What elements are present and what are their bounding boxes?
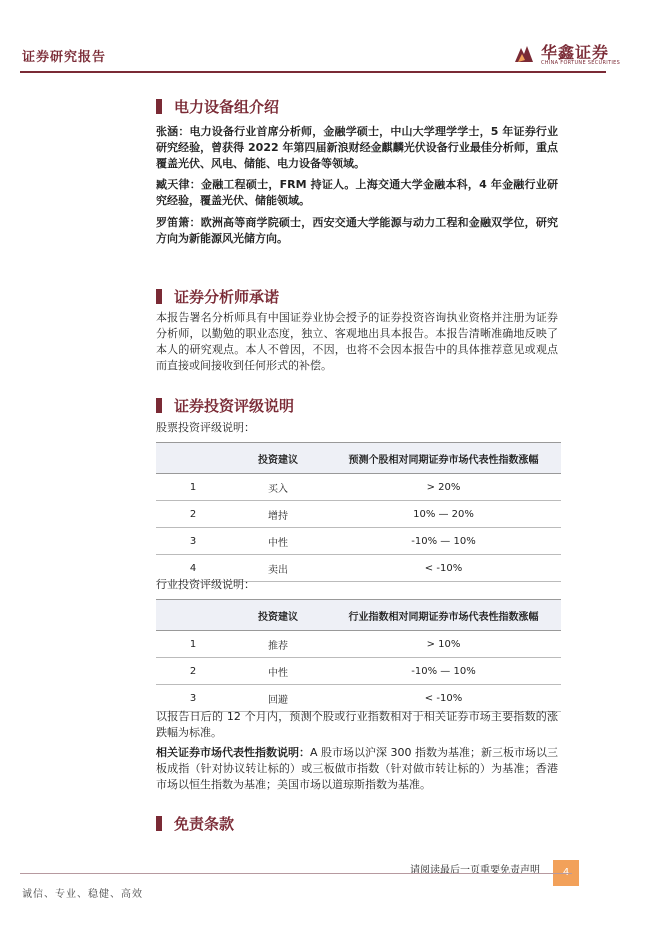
table-cell: -10% — 10% [326, 528, 561, 555]
logo-name: 华鑫证券 [541, 43, 610, 62]
table-cell: 2 [156, 658, 230, 685]
section-marker-icon [156, 289, 162, 304]
table-row [156, 501, 561, 528]
member-desc: 欧洲高等商学院硕士，西安交通大学能源与动力工程和金融双学位，研究方向为新能源风光储方向。 [156, 216, 558, 245]
table-header-cell: 行业指数相对同期证券市场代表性指数涨幅 [326, 600, 561, 631]
table-header-cell [156, 600, 230, 631]
footer-slogan: 诚信、专业、稳健、高效 [22, 889, 143, 900]
stock-rating-table [156, 442, 561, 582]
member-name: 臧天律： [156, 178, 201, 191]
table-cell: 1 [156, 631, 230, 658]
table-cell: 1 [156, 474, 230, 501]
section-marker-icon [156, 816, 162, 831]
table-header-row [156, 600, 561, 631]
table-cell: > 20% [326, 474, 561, 501]
table-header-row [156, 443, 561, 474]
rating-period-note: 以报告日后的 12 个月内，预测个股或行业指数相对于相关证券市场主要指数的涨跌幅为标准。 [156, 710, 558, 739]
header-divider [20, 71, 606, 73]
team-member-3 [156, 215, 558, 247]
team-member-1 [156, 124, 558, 172]
team-member-2 [156, 177, 558, 209]
section-marker-icon [156, 398, 162, 413]
member-desc: 金融工程硕士，FRM 持证人。上海交通大学金融本科，4 年金融行业研究经验，覆盖光伏、储能领域。 [156, 178, 559, 207]
table-header-cell: 投资建议 [230, 443, 326, 474]
logo-subtitle: CHINA FORTUNE SECURITIES [541, 60, 621, 66]
section-commitment-title: 证券分析师承诺 [156, 287, 279, 307]
industry-rating-table [156, 599, 561, 712]
table-cell: 卖出 [230, 555, 326, 582]
logo-icon [513, 42, 535, 64]
report-type-label: 证券研究报告 [22, 50, 107, 65]
section-team-title: 电力设备组介绍 [156, 97, 279, 117]
table-cell: < -10% [326, 555, 561, 582]
table-row [156, 658, 561, 685]
table-cell: 中性 [230, 528, 326, 555]
index-text: A 股市场以沪深 300 指数为基准；新三板市场以三板成指（针对协议转让标的）或三板做市指数（针对做市转让标的）为基准；香港市场以恒生指数为基准；美国市场以道琼斯指数为基准。 [156, 746, 559, 791]
table-cell: 增持 [230, 501, 326, 528]
footer-disclaimer-note: 请阅读最后一页重要免责声明 [410, 865, 540, 876]
table-header-cell: 预测个股相对同期证券市场代表性指数涨幅 [326, 443, 561, 474]
table-cell: 4 [156, 555, 230, 582]
commitment-text: 本报告署名分析师具有中国证券业协会授予的证券投资咨询执业资格并注册为证券分析师，以勤勉的职业态度，独立、客观地出具本报告。本报告清晰准确地反映了本人的研究观点。本人不曾因，不因，也将不会因本报告中的具体推荐意见或观点而直接或间接收到任何形式的补偿。 [156, 311, 558, 372]
section-marker-icon [156, 99, 162, 114]
index-label: 相关证券市场代表性指数说明： [156, 746, 310, 759]
table-cell: 3 [156, 685, 230, 712]
member-name: 罗笛箫： [156, 216, 201, 229]
table-header-cell: 投资建议 [230, 600, 326, 631]
table-cell: 推荐 [230, 631, 326, 658]
table-cell: 买入 [230, 474, 326, 501]
table-cell: > 10% [326, 631, 561, 658]
industry-rating-caption: 行业投资评级说明： [156, 578, 255, 591]
table-cell: 回避 [230, 685, 326, 712]
table-cell: -10% — 10% [326, 658, 561, 685]
table-row [156, 528, 561, 555]
table-header-cell [156, 443, 230, 474]
table-row [156, 631, 561, 658]
table-cell: 10% — 20% [326, 501, 561, 528]
table-cell: 中性 [230, 658, 326, 685]
section-disclaimer-title: 免责条款 [156, 814, 234, 834]
table-cell: 2 [156, 501, 230, 528]
table-row [156, 685, 561, 712]
table-row [156, 474, 561, 501]
section-rating-title: 证券投资评级说明 [156, 396, 294, 416]
footer-divider [20, 873, 572, 874]
member-desc: 电力设备行业首席分析师，金融学硕士，中山大学理学学士，5 年证券行业研究经验，曾获得 2022 年第四届新浪财经金麒麟光伏设备行业最佳分析师，重点覆盖光伏、风电、储能、电力设备等领域。 [156, 125, 559, 170]
page-number: 4 [553, 860, 579, 886]
table-cell: < -10% [326, 685, 561, 712]
table-cell: 3 [156, 528, 230, 555]
index-description [156, 745, 558, 793]
member-name: 张涵： [156, 125, 190, 138]
company-logo [513, 40, 623, 70]
stock-rating-caption: 股票投资评级说明： [156, 421, 255, 434]
